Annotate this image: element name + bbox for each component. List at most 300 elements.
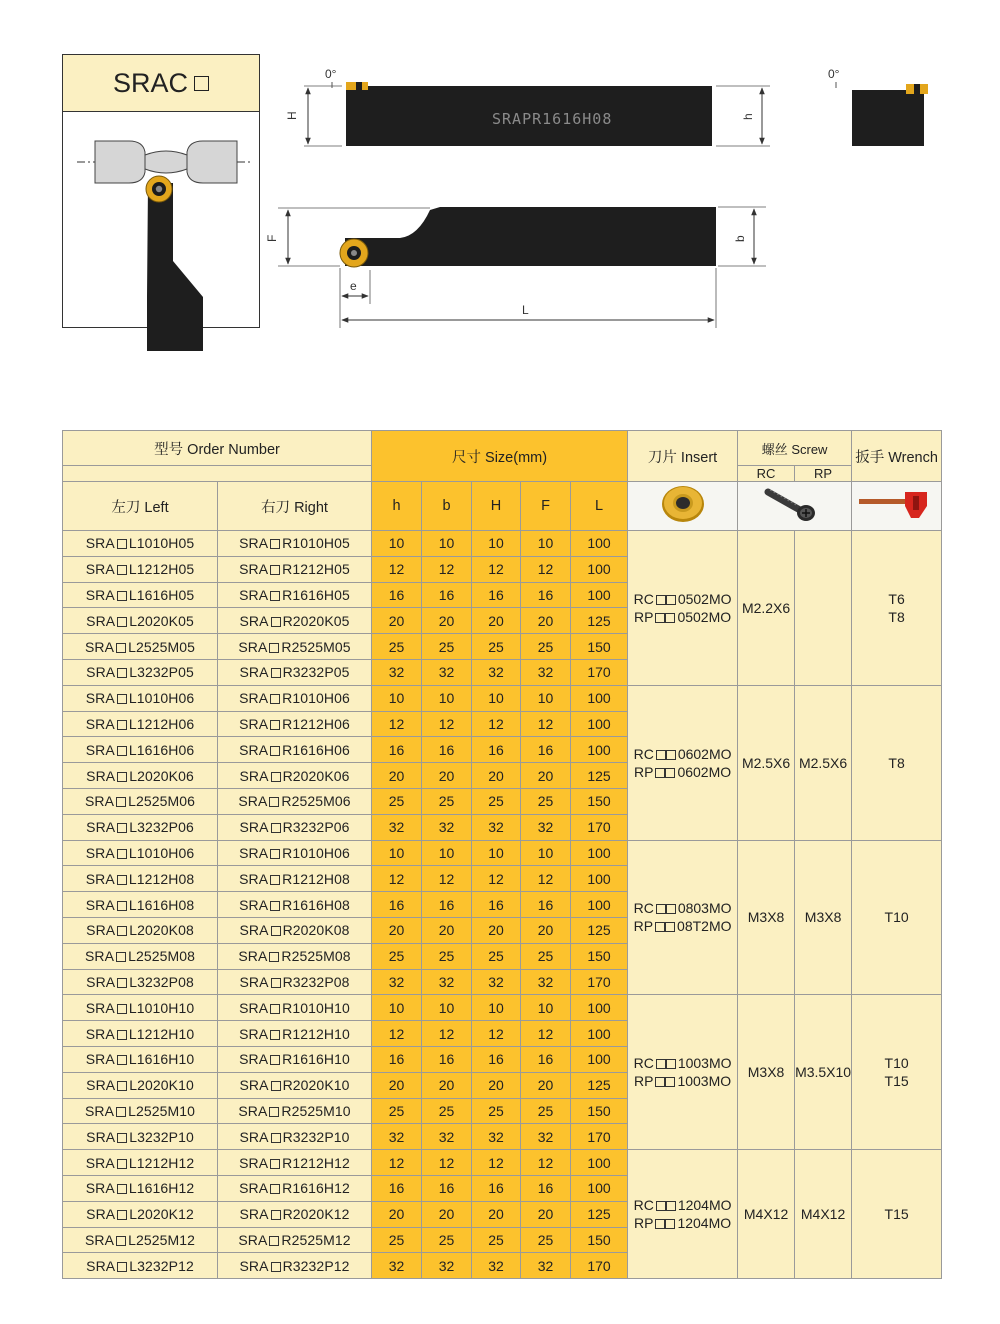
box-symbol-icon: [117, 1004, 127, 1014]
screw-rc-header: RC: [738, 466, 795, 482]
size-b-cell: 25: [422, 943, 472, 969]
size-b-cell: 32: [422, 1253, 472, 1279]
order-suffix: R2020K05: [282, 612, 350, 629]
right-order-number: [218, 763, 372, 789]
size-b-cell: 20: [422, 917, 472, 943]
size-h-cell: 20: [372, 608, 422, 634]
insert-cell: [628, 1150, 738, 1279]
box-symbol-icon: [117, 1184, 127, 1194]
order-prefix: SRA: [84, 1231, 115, 1248]
size-L-cell: 100: [571, 1175, 628, 1201]
spec-table-body: [63, 531, 942, 1279]
size-F-cell: 10: [521, 531, 571, 557]
order-number-spacer: [63, 466, 372, 482]
insert-image-cell: [628, 482, 738, 531]
left-order-number: [63, 814, 218, 840]
order-prefix: SRA: [85, 896, 115, 913]
box-symbol-icon: [117, 978, 127, 988]
order-prefix: SRA: [84, 1102, 115, 1119]
box-symbol-icon: [117, 1081, 127, 1091]
order-suffix: L1212H08: [128, 870, 195, 887]
right-order-number: [218, 556, 372, 582]
size-L-cell: 100: [571, 685, 628, 711]
box-symbol-icon: [271, 926, 281, 936]
size-F-cell: 20: [521, 917, 571, 943]
size-b-cell: 16: [422, 582, 472, 608]
left-order-number: [63, 1098, 218, 1124]
order-prefix: SRA: [239, 586, 269, 603]
order-prefix: SRA: [239, 715, 269, 732]
right-order-number: [218, 814, 372, 840]
order-prefix: SRA: [86, 819, 116, 836]
left-order-number: [63, 531, 218, 557]
order-prefix: SRA: [239, 535, 269, 552]
insert-cell: [628, 531, 738, 686]
insert-type-label: RC: [633, 1055, 654, 1072]
size-L-cell: 150: [571, 1098, 628, 1124]
insert-code: 08T2MO: [677, 918, 732, 935]
order-suffix: R2525M08: [281, 948, 351, 965]
insert-rc-line: [628, 590, 737, 608]
size-h-cell: 20: [372, 917, 422, 943]
screw-icon: [760, 484, 830, 524]
insert-rp-line: [628, 763, 737, 781]
right-order-number: [218, 995, 372, 1021]
size-header: 尺寸 Size(mm): [372, 431, 628, 482]
order-suffix: L1616H10: [128, 1051, 195, 1068]
size-L-cell: 100: [571, 840, 628, 866]
L-header: L: [571, 482, 628, 531]
size-b-cell: 12: [422, 711, 472, 737]
box-symbol-icon: [656, 750, 666, 760]
size-F-cell: 12: [521, 866, 571, 892]
right-order-number: [218, 1227, 372, 1253]
order-suffix: L3232P08: [129, 973, 194, 990]
size-b-cell: 12: [422, 866, 472, 892]
left-order-number: [63, 892, 218, 918]
size-b-cell: 25: [422, 1098, 472, 1124]
order-prefix: SRA: [85, 844, 115, 861]
order-prefix: SRA: [239, 973, 269, 990]
box-symbol-icon: [655, 768, 665, 778]
size-F-cell: 32: [521, 1124, 571, 1150]
order-suffix: L1616H08: [128, 896, 195, 913]
left-header: 左刀 Left: [63, 482, 218, 531]
size-h-cell: 12: [372, 711, 422, 737]
box-symbol-icon: [655, 613, 665, 623]
box-symbol-icon: [117, 1159, 127, 1169]
left-order-number: [63, 1253, 218, 1279]
insert-rc-line: [628, 1196, 737, 1214]
size-b-cell: 32: [422, 1124, 472, 1150]
table-row: [63, 840, 942, 866]
order-prefix: SRA: [85, 715, 115, 732]
box-symbol-icon: [117, 1055, 127, 1065]
box-symbol-icon: [270, 1159, 280, 1169]
wrench-size: T8: [888, 608, 905, 625]
right-order-number: [218, 1175, 372, 1201]
order-suffix: R3232P06: [282, 819, 350, 836]
size-F-cell: 16: [521, 582, 571, 608]
b-header: b: [422, 482, 472, 531]
size-h-cell: 10: [372, 840, 422, 866]
box-symbol-icon: [655, 1219, 665, 1229]
size-F-cell: 25: [521, 634, 571, 660]
left-order-number: [63, 1072, 218, 1098]
order-suffix: L1212H05: [128, 561, 195, 578]
size-L-cell: 100: [571, 866, 628, 892]
size-L-cell: 150: [571, 1227, 628, 1253]
size-L-cell: 125: [571, 917, 628, 943]
size-L-cell: 170: [571, 814, 628, 840]
size-L-cell: 100: [571, 995, 628, 1021]
box-symbol-icon: [270, 849, 280, 859]
order-prefix: SRA: [84, 793, 115, 810]
order-suffix: L2525M05: [128, 638, 196, 655]
size-F-cell: 32: [521, 814, 571, 840]
order-suffix: L1616H12: [128, 1180, 195, 1197]
order-suffix: R2020K12: [282, 1206, 350, 1223]
box-symbol-icon: [271, 978, 281, 988]
size-L-cell: 150: [571, 943, 628, 969]
table-row: [63, 1150, 942, 1176]
size-H-cell: 25: [472, 943, 521, 969]
order-prefix: SRA: [84, 948, 115, 965]
order-prefix: SRA: [239, 1128, 269, 1145]
size-L-cell: 100: [571, 1150, 628, 1176]
order-suffix: R2525M05: [281, 638, 351, 655]
size-F-cell: 12: [521, 1150, 571, 1176]
size-F-cell: 20: [521, 1201, 571, 1227]
order-prefix: SRA: [239, 896, 269, 913]
box-symbol-icon: [269, 797, 279, 807]
box-symbol-icon: [117, 591, 127, 601]
table-row: [63, 995, 942, 1021]
size-H-cell: 25: [472, 1227, 521, 1253]
size-H-cell: 25: [472, 634, 521, 660]
size-H-cell: 10: [472, 995, 521, 1021]
right-order-number: [218, 659, 372, 685]
size-H-cell: 12: [472, 711, 521, 737]
order-prefix: SRA: [238, 1231, 268, 1248]
size-H-cell: 12: [472, 1021, 521, 1047]
dim-b-label: b: [733, 235, 747, 242]
insert-rp-line: [628, 1072, 737, 1090]
left-order-number: [63, 1124, 218, 1150]
order-prefix: SRA: [238, 948, 268, 965]
right-order-number: [218, 685, 372, 711]
order-suffix: R2525M10: [281, 1102, 351, 1119]
order-prefix: SRA: [239, 922, 269, 939]
size-F-cell: 10: [521, 995, 571, 1021]
size-b-cell: 16: [422, 737, 472, 763]
order-suffix: L2525M06: [128, 793, 196, 810]
order-number-header: 型号 Order Number: [63, 431, 372, 466]
size-F-cell: 16: [521, 737, 571, 763]
size-F-cell: 32: [521, 1253, 571, 1279]
order-prefix: SRA: [239, 1154, 269, 1171]
order-prefix: SRA: [85, 1154, 115, 1171]
order-suffix: R2020K06: [282, 767, 350, 784]
size-F-cell: 20: [521, 1072, 571, 1098]
box-symbol-icon: [117, 926, 127, 936]
order-suffix: R2020K10: [282, 1077, 350, 1094]
order-prefix: SRA: [86, 664, 116, 681]
order-prefix: SRA: [85, 586, 115, 603]
size-L-cell: 170: [571, 1124, 628, 1150]
order-prefix: SRA: [239, 561, 269, 578]
order-suffix: L2525M08: [128, 948, 196, 965]
box-symbol-icon: [116, 952, 126, 962]
box-symbol-icon: [116, 1236, 126, 1246]
size-b-cell: 20: [422, 608, 472, 634]
order-suffix: L1616H06: [128, 741, 195, 758]
order-suffix: L2020K12: [129, 1206, 194, 1223]
order-suffix: R1616H08: [282, 896, 350, 913]
screw-rp-cell: M3X8: [795, 840, 852, 995]
order-prefix: SRA: [239, 1180, 269, 1197]
order-suffix: R1212H06: [282, 715, 350, 732]
order-prefix: SRA: [239, 741, 269, 758]
box-symbol-icon: [117, 1210, 127, 1220]
box-symbol-icon: [271, 772, 281, 782]
order-suffix: L3232P05: [129, 664, 194, 681]
order-suffix: R1616H05: [282, 586, 350, 603]
right-order-number: [218, 840, 372, 866]
order-suffix: L3232P10: [129, 1128, 194, 1145]
wrench-size: T15: [884, 1073, 909, 1090]
box-symbol-icon: [666, 1059, 676, 1069]
size-H-cell: 16: [472, 892, 521, 918]
box-symbol-icon: [269, 952, 279, 962]
size-h-cell: 20: [372, 1072, 422, 1098]
size-H-cell: 12: [472, 866, 521, 892]
left-order-number: [63, 917, 218, 943]
left-order-number: [63, 1046, 218, 1072]
insert-type-label: RC: [633, 745, 654, 762]
order-suffix: L1010H10: [128, 999, 195, 1016]
order-suffix: R1212H10: [282, 1025, 350, 1042]
size-h-cell: 16: [372, 582, 422, 608]
box-symbol-icon: [117, 694, 127, 704]
size-b-cell: 10: [422, 531, 472, 557]
size-h-cell: 25: [372, 634, 422, 660]
size-L-cell: 100: [571, 582, 628, 608]
size-h-cell: 32: [372, 1124, 422, 1150]
tool-top-body: [345, 207, 716, 266]
order-prefix: SRA: [85, 870, 115, 887]
size-L-cell: 100: [571, 737, 628, 763]
order-suffix: R1010H05: [282, 535, 350, 552]
left-order-number: [63, 737, 218, 763]
order-suffix: R3232P12: [282, 1257, 350, 1274]
right-order-number: [218, 737, 372, 763]
wrench-cell: [852, 531, 942, 686]
screw-rp-cell: [795, 531, 852, 686]
size-L-cell: 100: [571, 531, 628, 557]
box-symbol-icon: [656, 904, 666, 914]
F-header: F: [521, 482, 571, 531]
box-symbol-icon: [665, 922, 675, 932]
size-b-cell: 16: [422, 1175, 472, 1201]
right-order-number: [218, 1253, 372, 1279]
size-b-cell: 10: [422, 995, 472, 1021]
dim-F-label: F: [265, 234, 279, 242]
size-b-cell: 16: [422, 1046, 472, 1072]
order-prefix: SRA: [239, 819, 269, 836]
size-H-cell: 32: [472, 659, 521, 685]
size-F-cell: 12: [521, 1021, 571, 1047]
tool-marking: SRAPR1616H08: [492, 110, 613, 128]
insert-type-label: RP: [633, 918, 654, 935]
size-L-cell: 125: [571, 608, 628, 634]
box-symbol-icon: [271, 823, 281, 833]
H-header: H: [472, 482, 521, 531]
box-symbol-icon: [271, 617, 281, 627]
order-suffix: L3232P06: [129, 819, 194, 836]
dim-h-label: h: [741, 113, 755, 120]
size-b-cell: 32: [422, 659, 472, 685]
size-H-cell: 32: [472, 1253, 521, 1279]
dim-L-label: L: [522, 303, 529, 317]
size-F-cell: 16: [521, 1175, 571, 1201]
left-order-number: [63, 582, 218, 608]
size-h-cell: 32: [372, 659, 422, 685]
size-b-cell: 32: [422, 969, 472, 995]
size-L-cell: 100: [571, 711, 628, 737]
box-symbol-icon: [270, 720, 280, 730]
size-H-cell: 10: [472, 840, 521, 866]
order-suffix: R1616H10: [282, 1051, 350, 1068]
wrench-icon: [855, 486, 939, 522]
insert-code: 0502MO: [677, 608, 732, 625]
left-order-number: [63, 969, 218, 995]
spec-table: [62, 430, 942, 1279]
size-h-cell: 25: [372, 1098, 422, 1124]
left-order-number: [63, 763, 218, 789]
insert-code: 1204MO: [677, 1215, 732, 1232]
size-h-cell: 10: [372, 995, 422, 1021]
order-prefix: SRA: [86, 1128, 116, 1145]
box-symbol-icon: [117, 1133, 127, 1143]
order-suffix: R1010H06: [282, 690, 350, 707]
zero-degree-right: 0°: [828, 67, 840, 81]
order-prefix: SRA: [85, 690, 115, 707]
screw-rc-cell: M4X12: [738, 1150, 795, 1279]
size-H-cell: 32: [472, 969, 521, 995]
order-suffix: R2525M06: [281, 793, 351, 810]
left-order-number: [63, 1201, 218, 1227]
box-symbol-icon: [270, 901, 280, 911]
box-symbol-icon: [270, 746, 280, 756]
size-F-cell: 12: [521, 556, 571, 582]
size-b-cell: 16: [422, 892, 472, 918]
size-h-cell: 16: [372, 737, 422, 763]
left-order-number: [63, 685, 218, 711]
top-view-drawing: [63, 111, 259, 327]
size-F-cell: 10: [521, 840, 571, 866]
size-F-cell: 16: [521, 892, 571, 918]
order-prefix: SRA: [239, 870, 269, 887]
order-suffix: L3232P12: [129, 1257, 194, 1274]
order-prefix: SRA: [239, 844, 269, 861]
left-order-number: [63, 840, 218, 866]
order-prefix: SRA: [86, 1077, 116, 1094]
insert-code: 0602MO: [677, 763, 732, 780]
dim-e-label: e: [350, 279, 357, 293]
size-b-cell: 20: [422, 763, 472, 789]
size-H-cell: 25: [472, 788, 521, 814]
insert-rp-line: [628, 1214, 737, 1232]
size-L-cell: 170: [571, 1253, 628, 1279]
screw-header: 螺丝 Screw: [738, 431, 852, 466]
insert-header: 刀片 Insert: [628, 431, 738, 482]
size-F-cell: 25: [521, 1227, 571, 1253]
size-H-cell: 16: [472, 1175, 521, 1201]
order-prefix: SRA: [238, 793, 268, 810]
insert-rc-line: [628, 1054, 737, 1072]
right-order-number: [218, 711, 372, 737]
box-symbol-icon: [271, 668, 281, 678]
order-suffix: R2020K08: [282, 922, 350, 939]
size-H-cell: 32: [472, 1124, 521, 1150]
box-symbol-icon: [665, 613, 675, 623]
insert-cell: [628, 840, 738, 995]
insert-type-label: RP: [633, 608, 654, 625]
screw-rp-cell: M2.5X6: [795, 685, 852, 840]
size-L-cell: 100: [571, 892, 628, 918]
size-H-cell: 20: [472, 917, 521, 943]
box-symbol-icon: [117, 772, 127, 782]
size-L-cell: 100: [571, 1021, 628, 1047]
order-prefix: SRA: [239, 690, 269, 707]
order-prefix: SRA: [86, 612, 116, 629]
order-suffix: L1010H06: [128, 690, 195, 707]
left-order-number: [63, 1175, 218, 1201]
order-suffix: R1212H08: [282, 870, 350, 887]
insert-rp-line: [628, 917, 737, 935]
size-F-cell: 32: [521, 969, 571, 995]
size-H-cell: 12: [472, 1150, 521, 1176]
box-symbol-icon: [665, 1077, 675, 1087]
wrench-cell: [852, 840, 942, 995]
left-order-number: [63, 634, 218, 660]
box-symbol-icon: [270, 1030, 280, 1040]
right-order-number: [218, 582, 372, 608]
insert-cell: [628, 685, 738, 840]
h-header: h: [372, 482, 422, 531]
right-order-number: [218, 943, 372, 969]
wrench-size: T10: [884, 1055, 909, 1072]
order-prefix: SRA: [85, 535, 115, 552]
size-H-cell: 20: [472, 608, 521, 634]
order-suffix: R1616H12: [282, 1180, 350, 1197]
right-order-number: [218, 1098, 372, 1124]
right-order-number: [218, 1021, 372, 1047]
right-order-number: [218, 969, 372, 995]
order-prefix: SRA: [85, 1180, 115, 1197]
order-prefix: SRA: [239, 612, 269, 629]
right-order-number: [218, 634, 372, 660]
size-h-cell: 20: [372, 763, 422, 789]
box-symbol-icon: [270, 539, 280, 549]
wrench-image-cell: [852, 482, 942, 531]
box-symbol-icon: [117, 823, 127, 833]
size-b-cell: 32: [422, 814, 472, 840]
screw-rp-header: RP: [795, 466, 852, 482]
size-h-cell: 32: [372, 1253, 422, 1279]
size-h-cell: 25: [372, 943, 422, 969]
